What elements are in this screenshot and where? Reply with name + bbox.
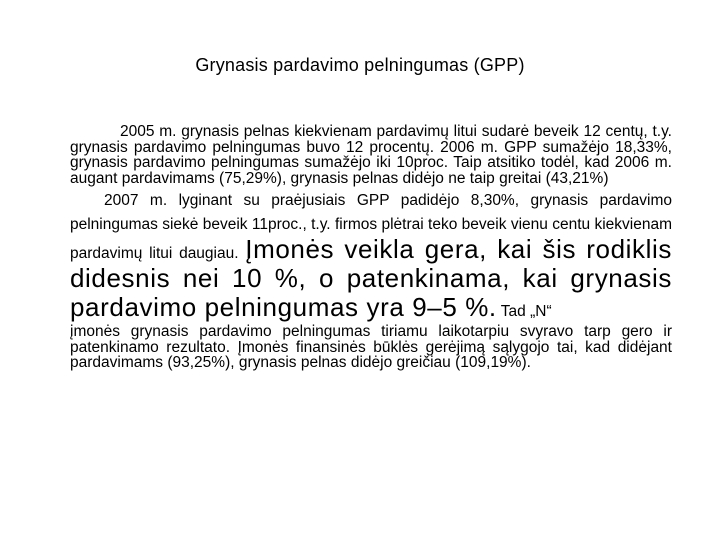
paragraph-2005-2006: 2005 m. grynasis pelnas kiekvienam pardavimų litui sudarė beveik 12 centų, t.y. grynasis pardavimo pelningumas buvo 12 procentų. 2006 m. GPP sumažėjo 18,33%, grynasis pardavimo pelningumas sumažėjo iki 10proc. Taip atsitiko todėl, kad 2006 m. augant pardavimams (75,29%), grynasis pelnas didėjo ne taip greitai (43,21%)	[70, 123, 672, 187]
paragraph-2007	[70, 189, 672, 324]
highlight-statement: Įmonės veikla gera, kai šis rodiklis didesnis nei 10 %, o patenkinama, kai grynasis pardavimo pelningumas yra 9–5 %.	[70, 234, 672, 322]
slide-body	[70, 124, 672, 371]
paragraph-conclusion: įmonės grynasis pardavimo pelningumas tiriamu laikotarpiu svyravo tarp gero ir patenkinamo rezultato. Įmonės finansinės būklės gerėjimą sąlygojo tai, kad didėjant pardavimams (93,25%), grynasis pelnas didėjo greičiau (109,19%).	[70, 323, 672, 371]
slide-title: Grynasis pardavimo pelningumas (GPP)	[195, 55, 525, 75]
paragraph-2007-text: 2007 m. lyginant su praėjusiais GPP padidėjo 8,30%, grynasis pardavimo pelningumas siekė beveik 11proc., t.y. firmos plėtrai teko beveik vienu centu kiekvienam pardavimų litui daugiau.	[70, 192, 672, 262]
conclusion-lead: Tad „N“	[500, 303, 552, 320]
